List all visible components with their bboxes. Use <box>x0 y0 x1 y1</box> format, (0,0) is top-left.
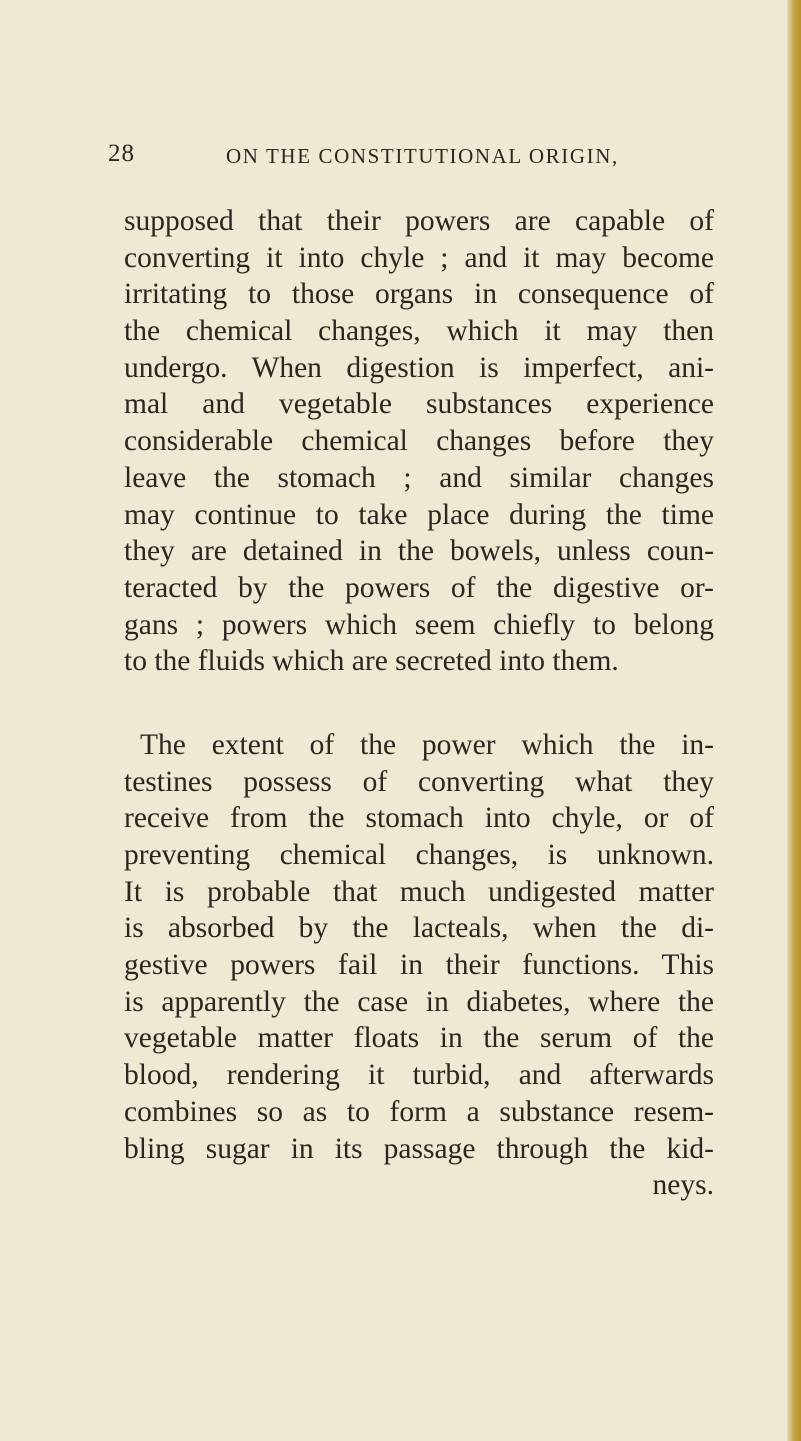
text-line: is absorbed by the lacteals, when the di- <box>124 912 714 945</box>
body-text <box>124 203 714 1204</box>
text-line: The extent of the power which the in- <box>140 728 714 761</box>
paragraph-2 <box>124 727 714 1204</box>
page-number: 28 <box>108 140 135 167</box>
text-line: gans ; powers which seem chiefly to belong <box>124 608 714 641</box>
text-line: they are detained in the bowels, unless coun- <box>124 535 714 568</box>
text-line: bling sugar in its passage through the kid- <box>124 1132 714 1165</box>
text-line: irritating to those organs in consequence of <box>124 278 714 311</box>
paragraph-gap <box>124 680 714 727</box>
text-line: gestive powers fail in their functions. This <box>124 949 714 982</box>
text-line: the chemical changes, which it may then <box>124 315 714 348</box>
text-line: undergo. When digestion is imperfect, ani- <box>124 351 714 384</box>
text-line: mal and vegetable substances experience <box>124 388 714 421</box>
text-line: vegetable matter floats in the serum of the <box>124 1022 714 1055</box>
text-line: blood, rendering it turbid, and afterwards <box>124 1059 714 1092</box>
text-line: is apparently the case in diabetes, where the <box>124 985 714 1018</box>
page-edge <box>787 0 801 1441</box>
text-line: testines possess of converting what they <box>124 765 714 798</box>
text-line: considerable chemical changes before they <box>124 425 714 458</box>
text-line: to the fluids which are secreted into them. <box>124 645 619 678</box>
text-line: may continue to take place during the time <box>124 498 714 531</box>
running-head: ON THE CONSTITUTIONAL ORIGIN, <box>226 144 619 168</box>
paragraph-1 <box>124 203 714 680</box>
text-line: It is probable that much undigested matter <box>124 875 714 908</box>
text-line: teracted by the powers of the digestive or- <box>124 571 714 604</box>
text-line: leave the stomach ; and similar changes <box>124 461 714 494</box>
text-line: converting it into chyle ; and it may become <box>124 241 714 274</box>
text-line: supposed that their powers are capable of <box>124 205 714 237</box>
page-header <box>108 140 748 180</box>
catchword: neys. <box>652 1169 714 1202</box>
text-line: combines so as to form a substance resem- <box>124 1095 714 1128</box>
text-line: receive from the stomach into chyle, or of <box>124 802 714 835</box>
text-line: preventing chemical changes, is unknown. <box>124 839 714 871</box>
